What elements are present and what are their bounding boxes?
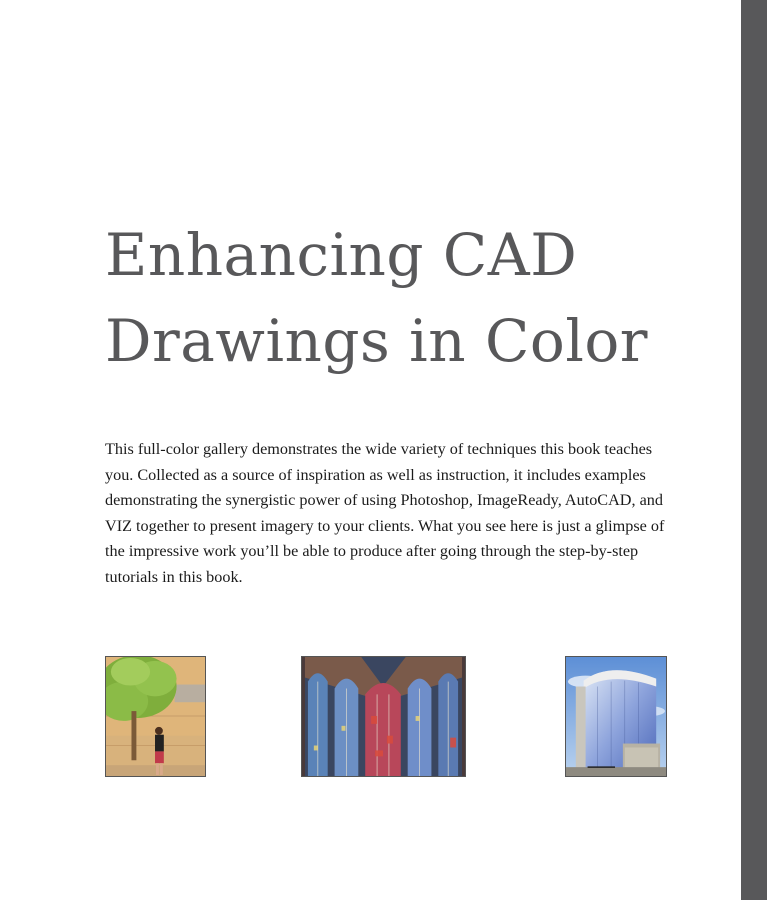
side-bar	[741, 0, 767, 900]
tree-person-image	[106, 657, 205, 776]
stained-glass-image	[302, 657, 465, 776]
glass-building-image	[566, 657, 666, 776]
title-line-1: Enhancing CAD	[105, 221, 578, 289]
gallery-thumb-glass-building	[565, 656, 667, 777]
gallery-thumb-stained-glass	[301, 656, 466, 777]
page-title	[105, 212, 648, 384]
title-line-2: Drawings in Color	[105, 307, 649, 375]
intro-paragraph: This full-color gallery demonstrates the wide variety of techniques this book teaches you. Collected as a source of inspiration as well as instruction, it includes examples demonstrating the synergistic power of using Photoshop, ImageReady, AutoCAD, and VIZ together to present imagery to your clients. What you see here is just a glimpse of the impressive work you’ll be able to produce after going through the step-by-step tutorials in this book.	[105, 440, 665, 586]
gallery-thumb-tree-person	[105, 656, 206, 777]
